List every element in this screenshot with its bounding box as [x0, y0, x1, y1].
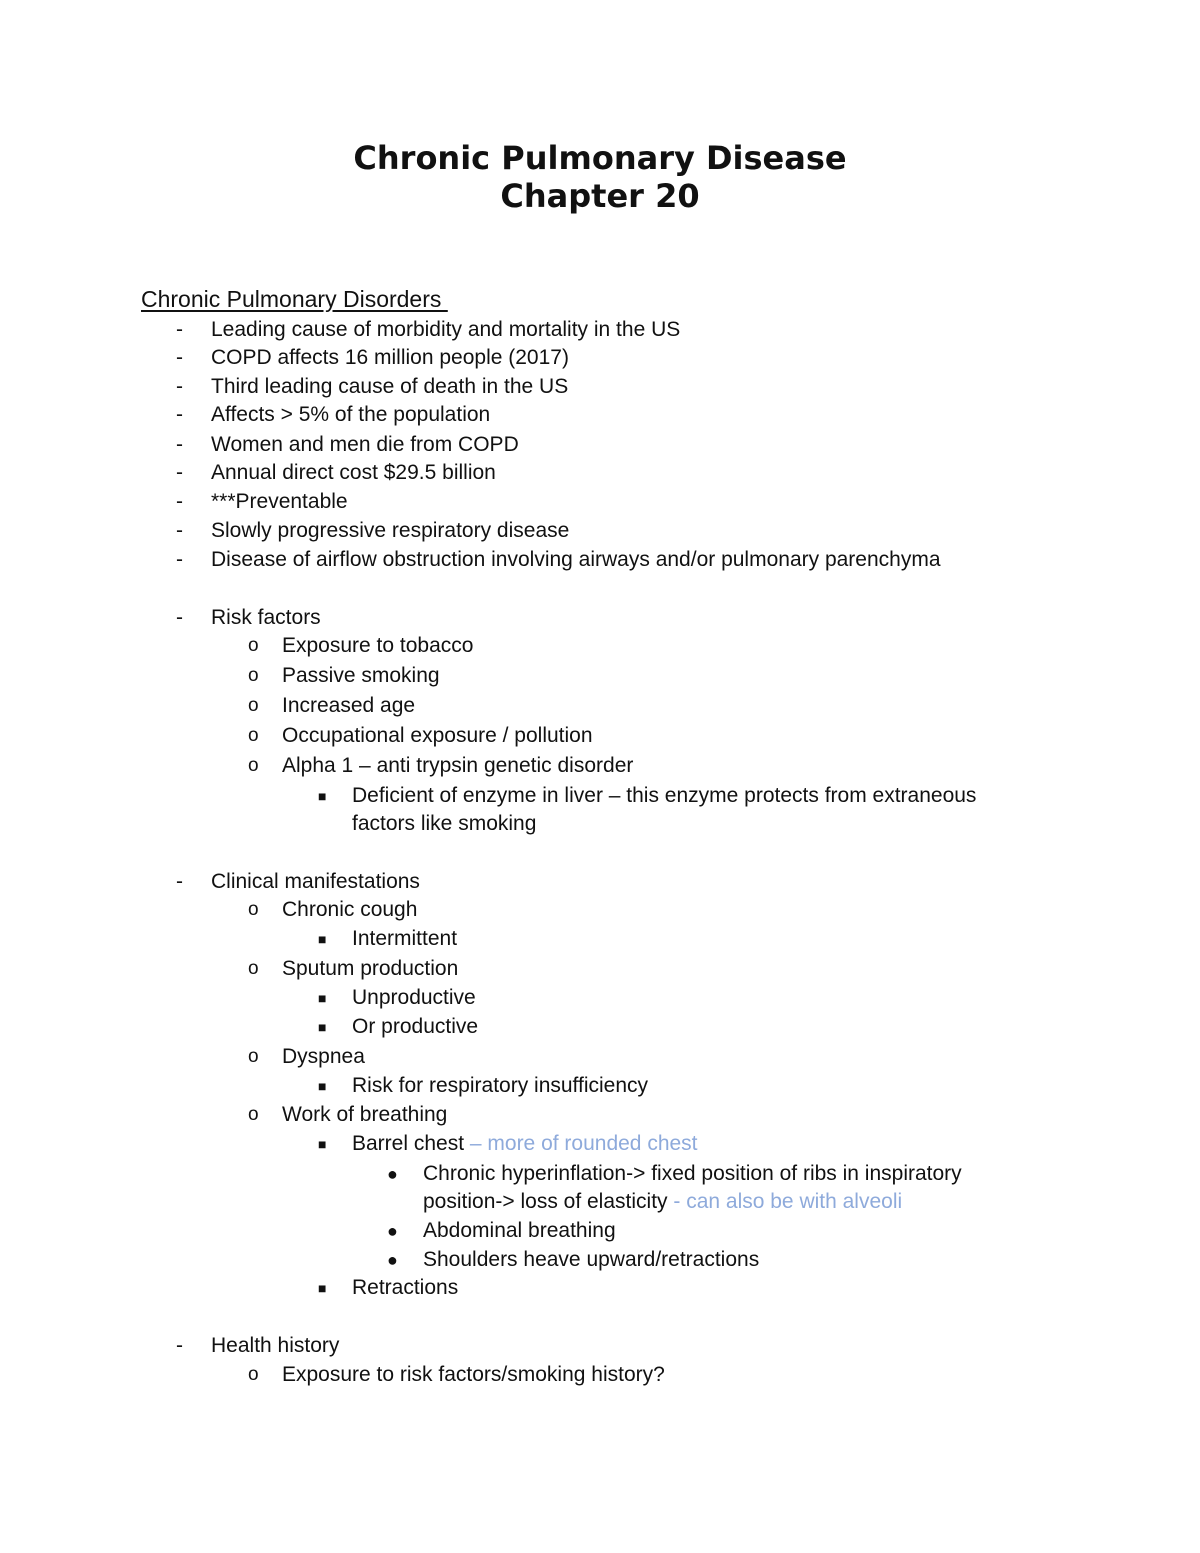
alpha-detail-line-1: Deficient of enzyme in liver – this enzyme protects from extraneous	[352, 784, 977, 807]
alpha-detail-line-2: factors like smoking	[352, 812, 537, 835]
list-item: Disease of airflow obstruction involving airways and/or pulmonary parenchyma	[211, 548, 941, 571]
dash-marker: -	[176, 403, 183, 426]
risk-factor-item: Exposure to tobacco	[282, 634, 474, 657]
list-item: Slowly progressive respiratory disease	[211, 519, 570, 542]
risk-factor-item: Alpha 1 – anti trypsin genetic disorder	[282, 754, 634, 777]
health-history-item: Exposure to risk factors/smoking history?	[282, 1363, 665, 1386]
square-bullet: ■	[318, 1136, 327, 1152]
dash-marker: -	[176, 346, 183, 369]
risk-factor-item: Increased age	[282, 694, 416, 717]
shoulders-item: Shoulders heave upward/retractions	[423, 1248, 760, 1271]
dash-marker: -	[176, 490, 183, 513]
hyperinflation-line-1: Chronic hyperinflation-> fixed position of ribs in inspiratory	[423, 1162, 962, 1185]
title-line-1: Chronic Pulmonary Disease	[353, 139, 847, 177]
circle-bullet: o	[248, 899, 259, 920]
clinical-label: Clinical manifestations	[211, 870, 420, 893]
sputum-sub-item: Or productive	[352, 1015, 479, 1038]
dyspnea-item: Dyspnea	[282, 1045, 365, 1068]
dot-bullet: ●	[387, 1164, 398, 1184]
square-bullet: ■	[318, 931, 327, 947]
risk-factors-label: Risk factors	[211, 606, 321, 629]
hyperinflation-line-2	[423, 1188, 902, 1216]
square-bullet: ■	[318, 990, 327, 1006]
abdominal-item: Abdominal breathing	[423, 1219, 616, 1242]
circle-bullet: o	[248, 695, 259, 716]
cough-sub-item: Intermittent	[352, 927, 458, 950]
dash-marker: -	[176, 870, 183, 893]
dot-bullet: ●	[387, 1250, 398, 1270]
square-bullet: ■	[318, 1280, 327, 1296]
circle-bullet: o	[248, 635, 259, 656]
dash-marker: -	[176, 519, 183, 542]
dash-marker: -	[176, 606, 183, 629]
circle-bullet: o	[248, 1046, 259, 1067]
square-bullet: ■	[318, 1019, 327, 1035]
health-history-label: Health history	[211, 1334, 340, 1357]
circle-bullet: o	[248, 755, 259, 776]
list-item: Third leading cause of death in the US	[211, 375, 569, 398]
wob-item: Work of breathing	[282, 1103, 448, 1126]
risk-factor-item: Occupational exposure / pollution	[282, 724, 593, 747]
document-title	[0, 139, 1200, 215]
circle-bullet: o	[248, 1104, 259, 1125]
dash-marker: -	[176, 375, 183, 398]
dash-marker: -	[176, 1334, 183, 1357]
section-heading: Chronic Pulmonary Disorders	[141, 286, 448, 312]
title-line-2: Chapter 20	[500, 177, 700, 215]
sputum-sub-item: Unproductive	[352, 986, 476, 1009]
list-item: COPD affects 16 million people (2017)	[211, 346, 569, 369]
list-item: Affects > 5% of the population	[211, 403, 491, 426]
circle-bullet: o	[248, 665, 259, 686]
sputum-item: Sputum production	[282, 957, 459, 980]
dyspnea-sub-item: Risk for respiratory insufficiency	[352, 1074, 649, 1097]
cough-item: Chronic cough	[282, 898, 418, 921]
dash-marker: -	[176, 318, 183, 341]
hyperinflation-note: - can also be with alveoli	[667, 1190, 903, 1213]
dash-marker: -	[176, 433, 183, 456]
dash-marker: -	[176, 548, 183, 571]
list-item: Leading cause of morbidity and mortality in the US	[211, 318, 681, 341]
barrel-chest-item	[352, 1130, 698, 1158]
dot-bullet: ●	[387, 1221, 398, 1241]
circle-bullet: o	[248, 958, 259, 979]
list-item: Women and men die from COPD	[211, 433, 519, 456]
circle-bullet: o	[248, 725, 259, 746]
square-bullet: ■	[318, 788, 327, 804]
hyperinflation-line-2-text: position-> loss of elasticity	[423, 1190, 668, 1213]
risk-factor-item: Passive smoking	[282, 664, 440, 687]
circle-bullet: o	[248, 1364, 259, 1385]
retractions-item: Retractions	[352, 1276, 459, 1299]
barrel-chest-note: – more of rounded chest	[464, 1132, 698, 1155]
barrel-chest-label: Barrel chest	[352, 1132, 465, 1155]
square-bullet: ■	[318, 1078, 327, 1094]
dash-marker: -	[176, 461, 183, 484]
list-item: ***Preventable	[211, 490, 348, 513]
list-item: Annual direct cost $29.5 billion	[211, 461, 496, 484]
